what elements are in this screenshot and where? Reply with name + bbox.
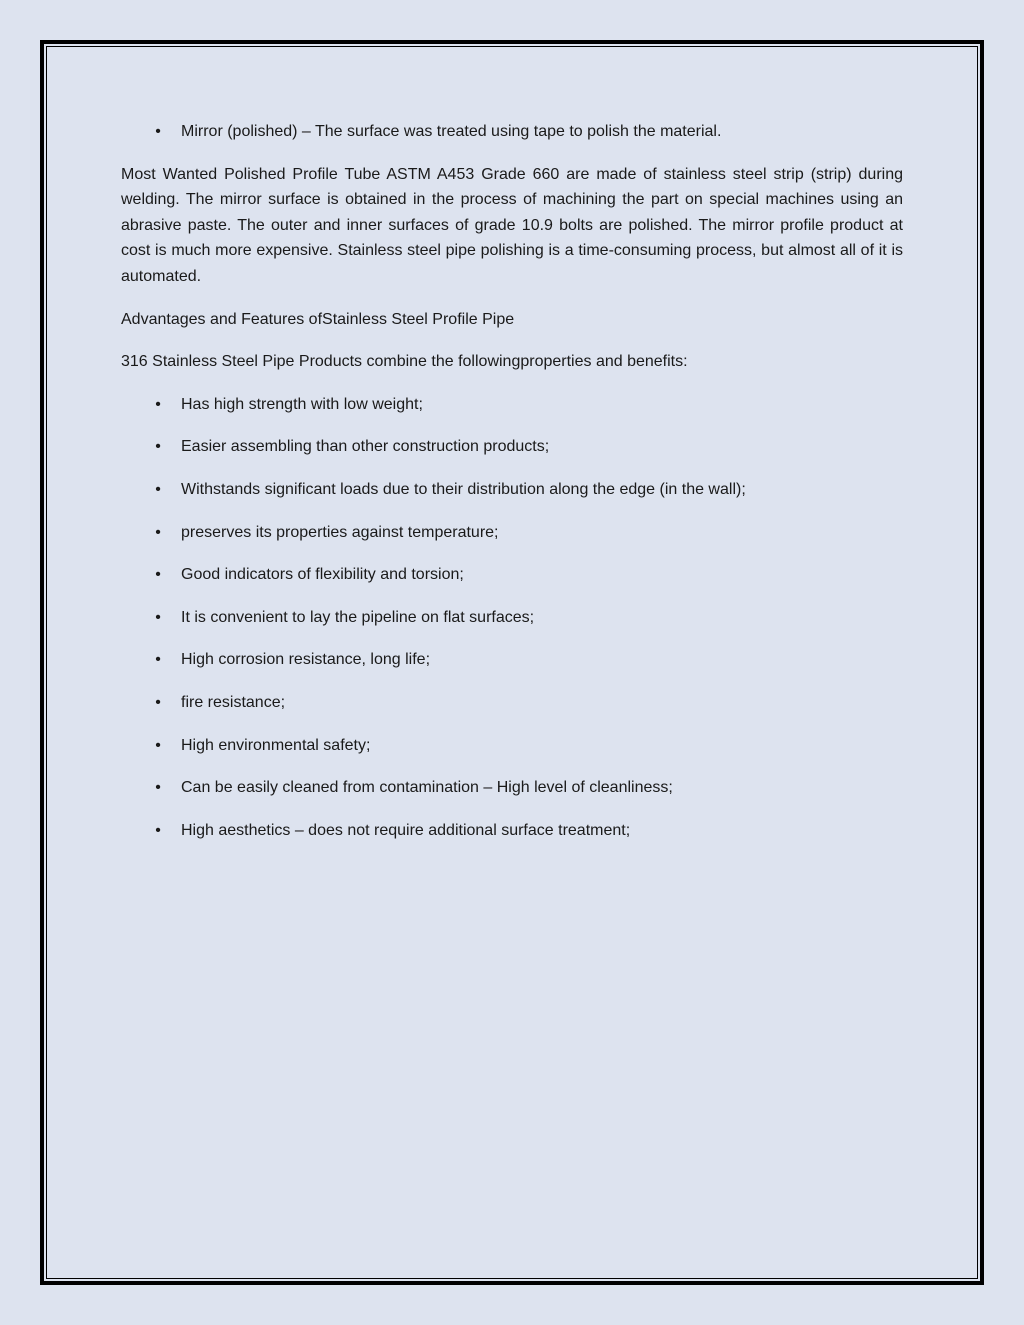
list-item-text: preserves its properties against temperature; <box>181 523 499 541</box>
list-item-text: Mirror (polished) – The surface was treated using tape to polish the material. <box>181 123 722 140</box>
list-item <box>121 119 903 145</box>
list-item-text: Withstands significant loads due to their distribution along the edge (in the wall); <box>181 480 746 498</box>
list-item-text: It is convenient to lay the pipeline on flat surfaces; <box>181 608 535 626</box>
list-item <box>121 647 903 673</box>
bullet-icon: • <box>155 123 161 140</box>
list-item-text: Good indicators of flexibility and torsion; <box>181 566 464 584</box>
list-item-text: Easier assembling than other construction products; <box>181 438 550 456</box>
list-item <box>121 690 903 716</box>
bullet-icon: • <box>155 779 161 797</box>
bullet-icon: • <box>155 395 161 413</box>
document-body <box>121 119 903 860</box>
bullet-icon: • <box>155 438 161 456</box>
list-item <box>121 775 903 801</box>
benefits-list <box>121 392 903 844</box>
bullet-icon: • <box>155 480 161 498</box>
list-item <box>121 520 903 546</box>
list-item <box>121 818 903 844</box>
bullet-icon: • <box>155 566 161 584</box>
paragraph: 316 Stainless Steel Pipe Products combine the followingproperties and benefits: <box>121 353 688 371</box>
list-item-text: Can be easily cleaned from contamination – High level of cleanliness; <box>181 779 673 797</box>
bullet-icon: • <box>155 693 161 711</box>
list-item <box>121 605 903 631</box>
bullet-icon: • <box>155 651 161 669</box>
list-item-text: Has high strength with low weight; <box>181 395 423 413</box>
bullet-icon: • <box>155 736 161 754</box>
list-item <box>121 477 903 503</box>
list-item-text: High aesthetics – does not require additional surface treatment; <box>181 821 631 839</box>
list-item <box>121 562 903 588</box>
bullet-icon: • <box>155 821 161 839</box>
bullet-icon: • <box>155 608 161 626</box>
list-item <box>121 434 903 460</box>
list-item <box>121 392 903 418</box>
paragraph: Most Wanted Polished Profile Tube ASTM A453 Grade 660 are made of stainless steel strip (strip) during welding. The mirror surface is obtained in the process of machining the part on special machines using an abrasive paste. The outer and inner surfaces of grade 10.9 bolts are polished. The mirror profile product at cost is much more expensive. Stainless steel pipe polishing is a time-consuming process, but almost all of it is automated. <box>121 165 903 285</box>
list-item-text: High environmental safety; <box>181 736 371 754</box>
bullet-icon: • <box>155 523 161 541</box>
section-heading: Advantages and Features ofStainless Steel Profile Pipe <box>121 310 515 328</box>
list-item <box>121 733 903 759</box>
list-item-text: High corrosion resistance, long life; <box>181 651 431 669</box>
list-item-text: fire resistance; <box>181 693 286 711</box>
